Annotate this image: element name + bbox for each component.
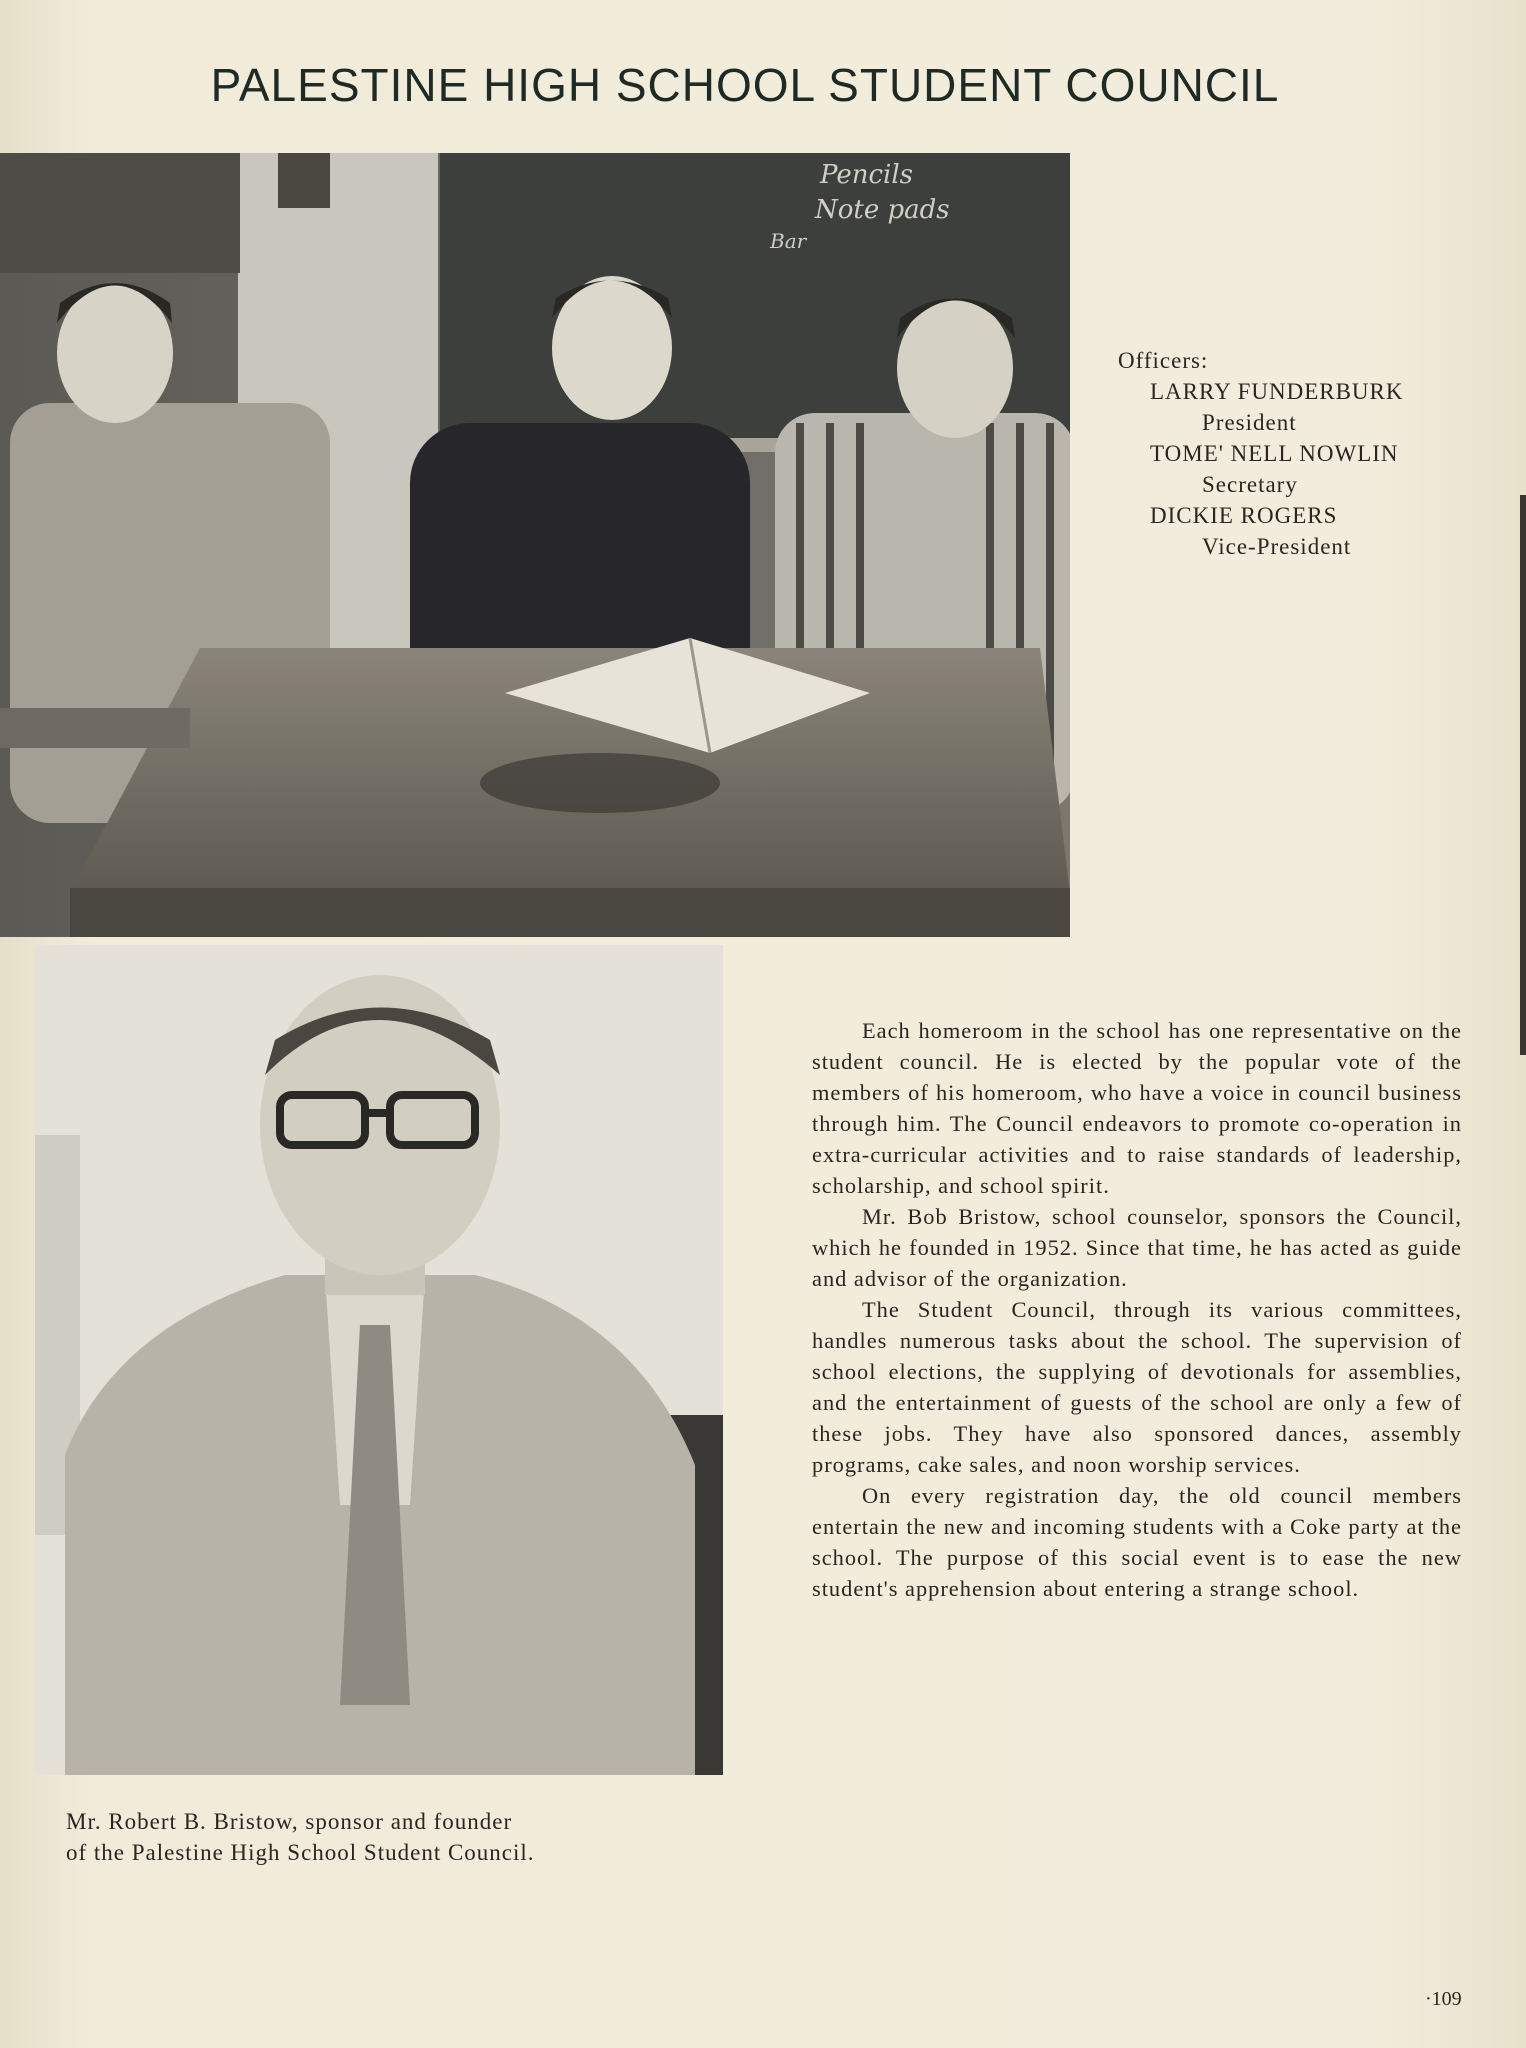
officers-photo xyxy=(0,153,1070,937)
article-paragraph: Each homeroom in the school has one representative on the student council. He is elected by the popular vote of the members of his homeroom, who have a voice in council business through him. The Council endeavors to promote co-operation in extra-curricular activities and to raise standards of leadership, scholarship, and school spirit. xyxy=(812,1018,1462,1198)
page-edge-mark xyxy=(1520,495,1526,1055)
officers-heading: Officers: xyxy=(1118,348,1209,373)
article-paragraph: Mr. Bob Bristow, school counselor, sponsors the Council, which he founded in 1952. Since that time, he has acted as guide and advisor of the organization. xyxy=(812,1204,1462,1291)
sponsor-photo xyxy=(35,945,723,1775)
page-number: ·109 xyxy=(1425,1988,1462,2010)
officer-role: President xyxy=(1202,410,1297,435)
officer-role: Secretary xyxy=(1202,472,1298,497)
officer-name: LARRY FUNDERBURK xyxy=(1150,379,1404,404)
officers-list xyxy=(1118,345,1498,562)
page-title: PALESTINE HIGH SCHOOL STUDENT COUNCIL xyxy=(210,59,1280,111)
article-body xyxy=(812,1015,1462,1604)
photo-man-with-glasses-icon xyxy=(35,945,723,1775)
chalk-writing-1: Pencils xyxy=(820,160,913,190)
officer-name: DICKIE ROGERS xyxy=(1150,503,1338,528)
article-paragraph: On every registration day, the old council members entertain the new and incoming students with a Coke party at the school. The purpose of this social event is to ease the new student's apprehension about entering a strange school. xyxy=(812,1483,1462,1601)
officer-name: TOME' NELL NOWLIN xyxy=(1150,441,1399,466)
officer-role: Vice-President xyxy=(1202,534,1352,559)
sponsor-caption xyxy=(66,1806,726,1868)
caption-line: of the Palestine High School Student Council. xyxy=(66,1840,535,1865)
caption-line: Mr. Robert B. Bristow, sponsor and founder xyxy=(66,1809,513,1834)
photo-three-students-at-desk-icon xyxy=(0,153,1070,937)
article-paragraph: The Student Council, through its various committees, handles numerous tasks about the school. The supervision of school elections, the supplying of devotionals for assemblies, and the entertainment of guests of the school are only a few of these jobs. They have also sponsored dances, assembly programs, cake sales, and noon worship services. xyxy=(812,1297,1462,1477)
chalk-writing-3: Bar xyxy=(770,229,807,253)
chalk-writing-2: Note pads xyxy=(815,195,950,225)
